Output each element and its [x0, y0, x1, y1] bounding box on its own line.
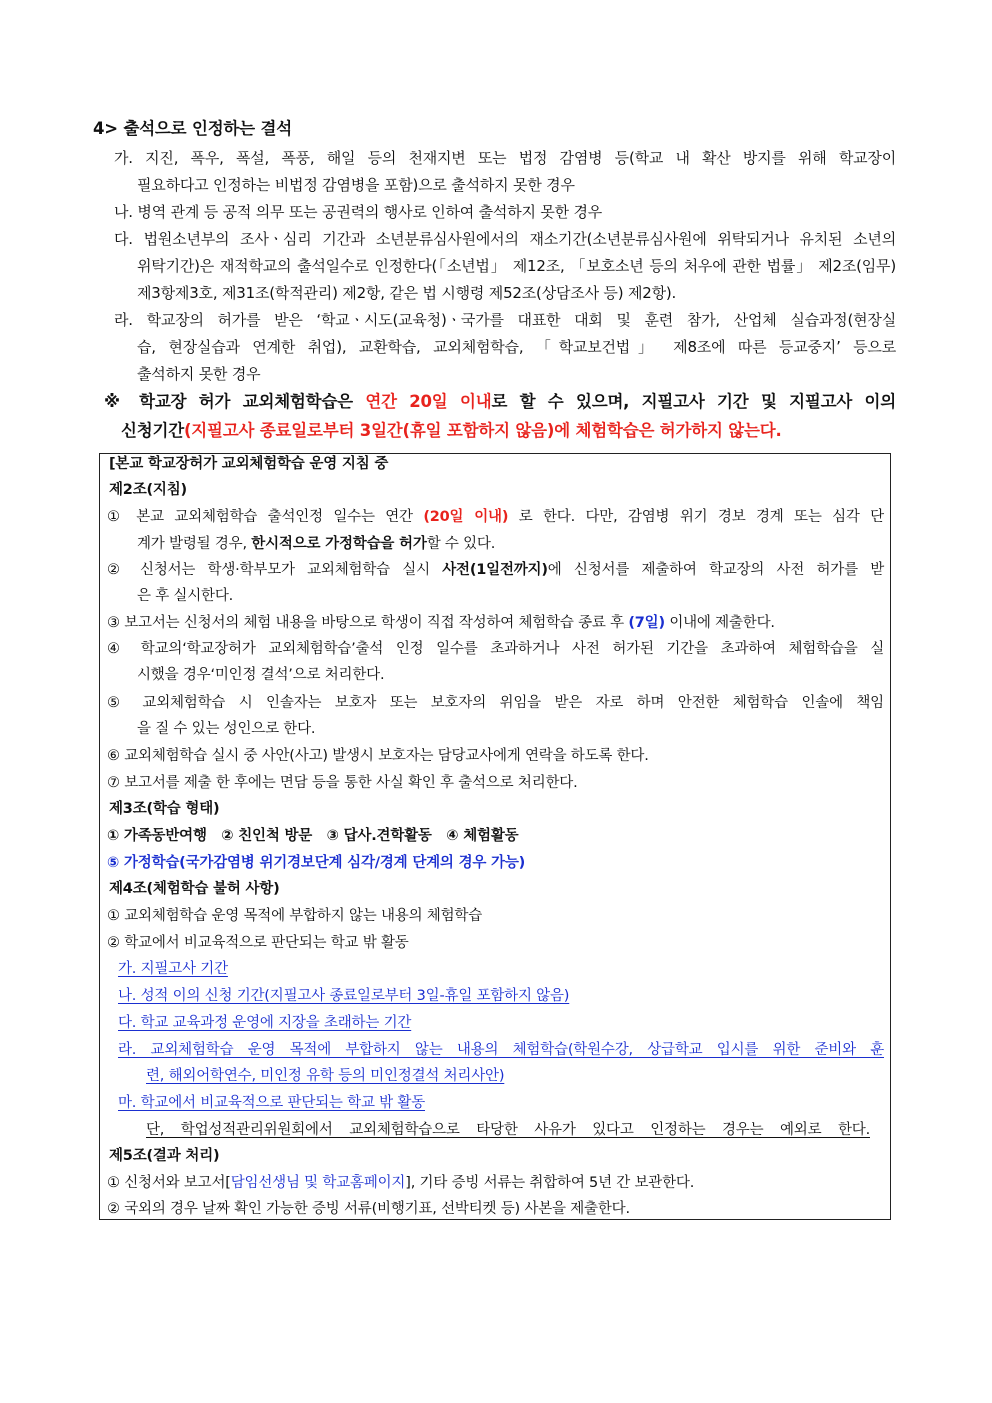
article5-item2: ② 국외의 경우 날짜 확인 가능한 증빙 서류(비행기표, 선박티켓 등) 사본을 제출한다.	[107, 1201, 630, 1217]
notice-line2	[121, 417, 782, 445]
article4-sub-ra-line2: 련, 해외어학연수, 미인정 유학 등의 미인정결석 처리사안)	[146, 1068, 505, 1084]
notice-text: 신청기간	[121, 421, 184, 440]
item-na-line1: 나. 병역 관계 등 공적 의무 또는 공권력의 행사로 인하여 출석하지 못한 경우	[114, 203, 603, 221]
article4-sub-da: 다. 학교 교육과정 운영에 지장을 초래하는 기간	[118, 1015, 412, 1031]
article4-heading: 제4조(체험학습 불허 사항)	[109, 881, 280, 897]
highlight-blue: (7일)	[628, 615, 665, 631]
item-text: ① 신청서와 보고서[	[107, 1175, 231, 1191]
item-text: 계가 발령될 경우,	[137, 536, 252, 552]
article2-item1-line1	[107, 504, 884, 530]
notice-highlight: 연간 20일 이내	[365, 392, 492, 411]
article2-item5-line2: 을 질 수 있는 성인으로 한다.	[137, 721, 316, 737]
item-ra-line1: 라. 학교장의 허가를 받은 ‘학교ㆍ시도(교육청)ㆍ국가를 대표한 대회 및 훈련 참가, 산업체 실습과정(현장실	[114, 311, 896, 329]
item-text: ], 기타 증빙 서류는 취합하여 5년 간 보관한다.	[405, 1175, 695, 1191]
article5-item1	[107, 1170, 694, 1196]
item-text: ③ 보고서는 신청서의 체험 내용을 바탕으로 학생이 직접 작성하여 체험학습 종료 후	[107, 615, 629, 631]
item-ra-line2: 습, 현장실습과 연계한 취업), 교환학습, 교외체험학습, 「학교보건법」 제8조에 따른 등교중지’ 등으로	[137, 338, 897, 356]
item-text: ① 본교 교외체험학습 출석인정 일수는 연간	[107, 509, 424, 525]
item-da-line2: 위탁기간)은 재적학교의 출석일수로 인정한다(「소년법」 제12조, 「보호소년 등의 처우에 관한 법률」 제2조(임무)	[137, 257, 896, 275]
article4-item1: ① 교외체험학습 운영 목적에 부합하지 않는 내용의 체험학습	[107, 908, 483, 924]
item-ra-line3: 출석하지 못한 경우	[137, 365, 261, 383]
notice-highlight: (지필고사 종료일로부터 3일간(휴일 포함하지 않음)에 체험학습은 허가하지 않는다.	[183, 421, 782, 440]
article2-item5-line1: ⑤ 교외체험학습 시 인솔자는 보호자 또는 보호자의 위임을 받은 자로 하며 안전한 체험학습 인솔에 책임	[107, 695, 884, 711]
highlight-bold: 사전(1일전까지)	[442, 562, 548, 578]
article3-forms: ① 가족동반여행 ② 친인척 방문 ③ 답사.견학활동 ④ 체험활동	[107, 828, 519, 844]
item-ga-line2: 필요하다고 인정하는 비법정 감염병을 포함)으로 출석하지 못한 경우	[137, 176, 575, 194]
item-text: 로 한다. 다만, 감염병 위기 경보 경계 또는 심각 단	[508, 509, 884, 525]
item-da-line3: 제3항제3호, 제31조(학적관리) 제2항, 같은 법 시행령 제52조(상담조사 등) 제2항).	[137, 284, 677, 302]
section-heading: 4> 출석으로 인정하는 결석	[93, 119, 292, 138]
article4-sub-na: 나. 성적 이의 신청 기간(지필고사 종료일로부터 3일-휴일 포함하지 않음)	[118, 988, 570, 1004]
article2-item4-line2: 시했을 경우‘미인정 결석’으로 처리한다.	[137, 667, 385, 683]
notice-text: 로 할 수 있으며, 지필고사 기간 및 지필고사 이의	[491, 392, 897, 411]
article2-item7: ⑦ 보고서를 제출 한 후에는 면담 등을 통한 사실 확인 후 출석으로 처리한다.	[107, 775, 578, 791]
article2-item2-line2: 은 후 실시한다.	[137, 588, 234, 604]
highlight-blue: 담임선생님 및 학교홈페이지	[230, 1175, 406, 1191]
article2-item3	[107, 610, 775, 636]
item-text: 할 수 있다.	[426, 536, 496, 552]
notice-text: ※ 학교장 허가 교외체험학습은	[104, 392, 366, 411]
article2-item4-line1: ④ 학교의‘학교장허가 교외체험학습’출석 인정 일수를 초과하거나 사전 허가된 기간을 초과하여 체험학습을 실	[107, 641, 884, 657]
highlight-red: (20일 이내)	[423, 509, 509, 525]
article2-heading: 제2조(지침)	[109, 482, 187, 498]
article3-heading: 제3조(학습 형태)	[109, 801, 220, 817]
item-ga-line1: 가. 지진, 폭우, 폭설, 폭풍, 해일 등의 천재지변 또는 법정 감염병 등(학교 내 확산 방지를 위해 학교장이	[114, 149, 896, 167]
article3-form5: ⑤ 가정학습(국가감염병 위기경보단계 심각/경계 단계의 경우 가능)	[107, 855, 526, 871]
highlight-bold: 한시적으로 가정학습을 허가	[251, 536, 427, 552]
box-title: [본교 학교장허가 교외체험학습 운영 지침 중	[109, 456, 389, 472]
article2-item6: ⑥ 교외체험학습 실시 중 사안(사고) 발생시 보호자는 담당교사에게 연락을 하도록 한다.	[107, 748, 649, 764]
item-da-line1: 다. 법원소년부의 조사ㆍ심리 기간과 소년분류심사원에서의 재소기간(소년분류심사원에 위탁되거나 유치된 소년의	[114, 230, 896, 248]
item-text: 에 신청서를 제출하여 학교장의 사전 허가를 받	[547, 562, 884, 578]
article4-sub-ga: 가. 지필고사 기간	[118, 961, 228, 977]
item-text: 이내에 제출한다.	[664, 615, 775, 631]
article4-exception: 단, 학업성적관리위원회에서 교외체험학습으로 타당한 사유가 있다고 인정하는 경우는 예외로 한다.	[146, 1122, 870, 1138]
article2-item1-line2	[137, 531, 495, 557]
article5-heading: 제5조(결과 처리)	[109, 1148, 220, 1164]
article4-sub-ma: 마. 학교에서 비교육적으로 판단되는 학교 밖 활동	[118, 1095, 426, 1111]
notice-line1	[104, 388, 896, 416]
article4-item2: ② 학교에서 비교육적으로 판단되는 학교 밖 활동	[107, 935, 409, 951]
article2-item2-line1	[107, 557, 884, 583]
item-text: ② 신청서는 학생·학부모가 교외체험학습 실시	[107, 562, 443, 578]
article4-sub-ra-line1: 라. 교외체험학습 운영 목적에 부합하지 않는 내용의 체험학습(학원수강, 상급학교 입시를 위한 준비와 훈	[118, 1042, 884, 1058]
